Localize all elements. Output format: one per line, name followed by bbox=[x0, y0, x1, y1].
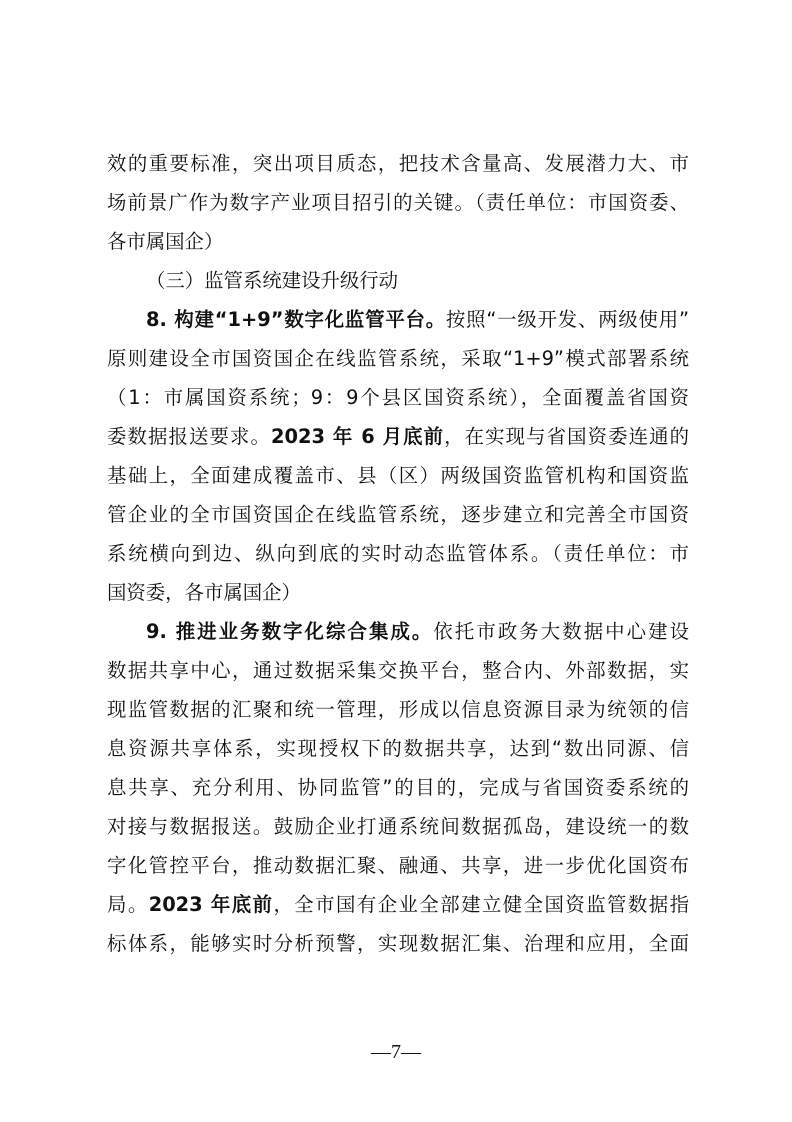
text-segment: 效的重要标准，突出项目质态，把技术含量高、发展潜力大、市 bbox=[107, 152, 689, 175]
text-line bbox=[107, 378, 689, 418]
text-line bbox=[107, 144, 689, 184]
text-line bbox=[107, 729, 689, 769]
text-segment: 委数据报送要求。 bbox=[107, 425, 272, 448]
text-segment: 系统横向到边、纵向到底的实时动态监管体系。（责任单位：市 bbox=[107, 542, 689, 565]
text-line bbox=[107, 651, 689, 691]
text-segment: 现监管数据的汇聚和统一管理，形成以信息资源目录为统领的信 bbox=[107, 698, 689, 721]
bold-text-segment: 2023 年 6 月底前 bbox=[271, 425, 445, 448]
text-segment: 数据共享中心，通过数据采集交换平台，整合内、外部数据，实 bbox=[107, 659, 689, 682]
text-line bbox=[107, 690, 689, 730]
bold-text-segment: 2023 年底前 bbox=[148, 893, 274, 916]
text-line bbox=[107, 534, 689, 574]
page-number: —7— bbox=[371, 1041, 421, 1063]
text-line bbox=[146, 300, 689, 340]
text-segment: ，全市国有企业全部建立健全国资监管数据指 bbox=[273, 893, 689, 916]
text-line bbox=[107, 924, 689, 964]
text-line bbox=[146, 612, 689, 652]
text-segment: 各市属国企） bbox=[107, 230, 224, 253]
text-line bbox=[107, 573, 689, 613]
text-segment: 息资源共享体系，实现授权下的数据共享，达到“数出同源、信 bbox=[107, 737, 689, 760]
text-line bbox=[107, 456, 689, 496]
text-segment: 标体系，能够实时分析预警，实现数据汇集、治理和应用，全面 bbox=[107, 932, 689, 955]
text-segment: 基础上，全面建成覆盖市、县（区）两级国资监管机构和国资监 bbox=[107, 464, 689, 487]
text-line bbox=[107, 183, 689, 223]
text-line bbox=[107, 807, 689, 847]
text-line bbox=[107, 768, 689, 808]
text-line bbox=[107, 222, 689, 262]
text-segment: ，在实现与省国资委连通的 bbox=[444, 425, 689, 448]
text-line bbox=[107, 846, 689, 886]
text-segment: 场前景广作为数字产业项目招引的关键。（责任单位：市国资委、 bbox=[107, 191, 689, 214]
text-segment: 对接与数据报送。鼓励企业打通系统间数据孤岛，建设统一的数 bbox=[107, 815, 689, 838]
text-segment: 息共享、充分利用、协同监管”的目的，完成与省国资委系统的 bbox=[107, 776, 689, 799]
bold-text-segment: 9. 推进业务数字化综合集成。 bbox=[146, 620, 434, 643]
text-line bbox=[107, 417, 689, 457]
text-line bbox=[146, 261, 689, 301]
bold-text-segment: 8. 构建“1+9”数字化监管平台。 bbox=[146, 308, 446, 331]
text-line bbox=[107, 339, 689, 379]
text-segment: 依托市政务大数据中心建设 bbox=[433, 620, 689, 643]
text-segment: 按照“一级开发、两级使用” bbox=[445, 308, 689, 331]
text-line bbox=[107, 885, 689, 925]
text-segment: 原则建设全市国资国企在线监管系统，采取“1+9”模式部署系统 bbox=[107, 347, 689, 370]
text-segment: （三）监管系统建设升级行动 bbox=[146, 269, 399, 292]
text-segment: 管企业的全市国资国企在线监管系统，逐步建立和完善全市国资 bbox=[107, 503, 689, 526]
text-segment: （1：市属国资系统；9：9个县区国资系统），全面覆盖省国资 bbox=[107, 386, 689, 409]
text-segment: 字化管控平台，推动数据汇聚、融通、共享，进一步优化国资布 bbox=[107, 854, 689, 877]
text-segment: 国资委，各市属国企） bbox=[107, 581, 301, 604]
text-line bbox=[107, 495, 689, 535]
text-segment: 局。 bbox=[107, 893, 149, 916]
